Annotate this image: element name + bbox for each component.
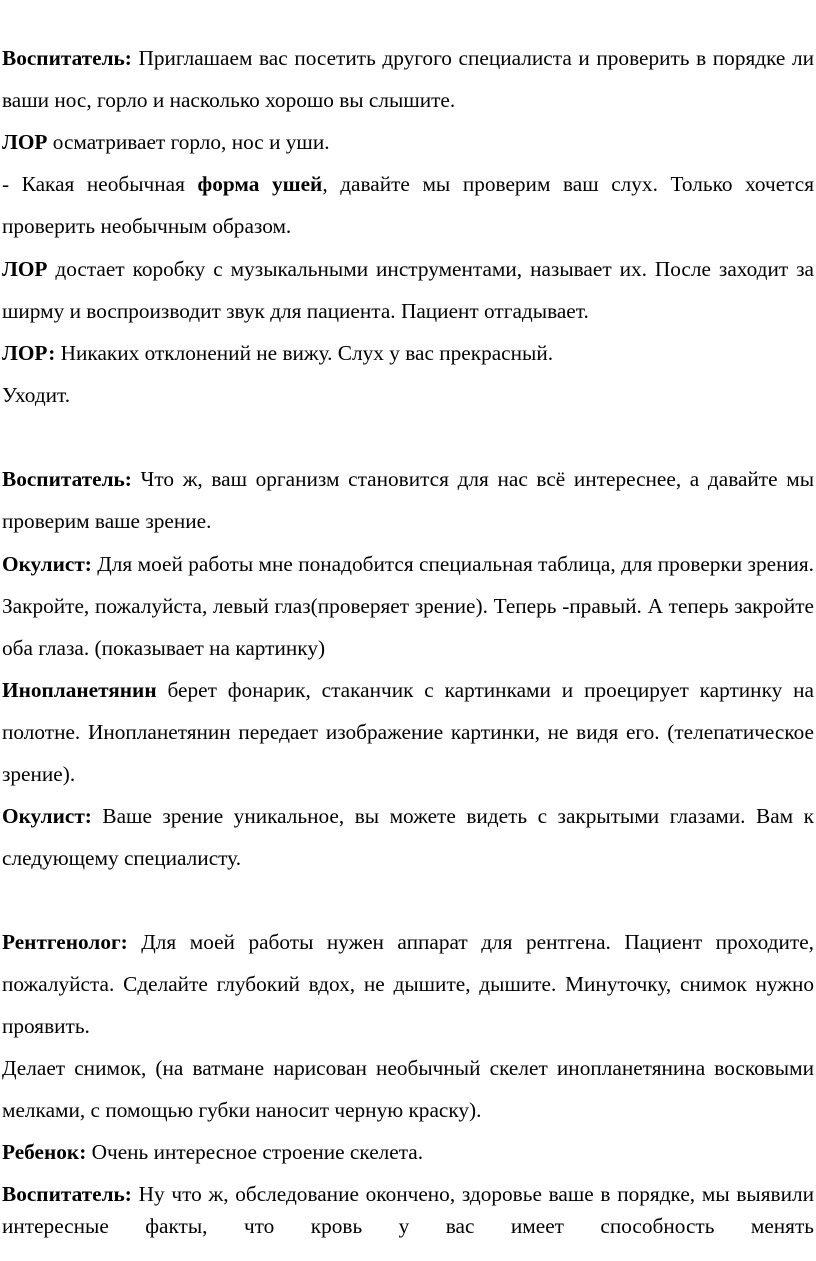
- paragraph-ent-instruments: [2, 248, 814, 332]
- paragraph-text: Никаких отклонений не вижу. Слух у вас прекрасный.: [55, 341, 554, 365]
- paragraph-text: Очень интересное строение скелета.: [86, 1140, 424, 1164]
- speaker-label: ЛОР:: [2, 341, 56, 365]
- paragraph-child-remark: [2, 1131, 814, 1173]
- speaker-label: Воспитатель:: [2, 46, 132, 70]
- paragraph-radiologist: [2, 921, 814, 1048]
- paragraph-text: Что ж, ваш организм становится для нас всё интереснее, а давайте мы проверим ваше зрение.: [2, 467, 814, 534]
- paragraph-ent-examines: [2, 121, 814, 163]
- paragraph-text: Делает снимок, (на ватмане нарисован необычный скелет инопланетянина восковыми мелками, с помощью губки наносит черную краску).: [2, 1056, 814, 1123]
- paragraph-alien-flashlight: [2, 669, 814, 796]
- speaker-label: Инопланетянин: [2, 678, 157, 702]
- speaker-label: Окулист:: [2, 552, 92, 576]
- paragraph-educator-conclusion: [2, 1178, 814, 1242]
- paragraph-educator-vision: [2, 458, 814, 542]
- paragraph-text: Уходит.: [2, 383, 71, 407]
- paragraph-text: осматривает горло, нос и уши.: [47, 130, 330, 154]
- paragraph-text: Ваше зрение уникальное, вы можете видеть с закрытыми глазами. Вам к следующему специалисту.: [2, 804, 814, 871]
- speaker-label: ЛОР: [2, 257, 48, 281]
- speaker-label: Воспитатель:: [2, 1182, 132, 1206]
- paragraph-text: Для моей работы нужен аппарат для рентгена. Пациент проходите, пожалуйста. Сделайте глубокий вдох, не дышите, дышите. Минуточку, снимок нужно проявить.: [2, 930, 814, 1039]
- speaker-label: Рентгенолог:: [2, 930, 128, 954]
- paragraph-text: Ну что ж, обследование окончено, здоровье ваше в порядке, мы выявили интересные факты, что кровь у вас имеет способность менять: [2, 1182, 814, 1238]
- speaker-label: ЛОР: [2, 130, 48, 154]
- paragraph-oculist-table: [2, 543, 814, 670]
- paragraph-text: Приглашаем вас посетить другого специалиста и проверить в порядке ли ваши нос, горло и насколько хорошо вы слышите.: [2, 46, 814, 113]
- paragraph-text: Для моей работы мне понадобится специальная таблица, для проверки зрения. Закройте, пожалуйста, левый глаз(проверяет зрение). Теперь -правый. А теперь закройте оба глаза. (показывает на картинку): [2, 552, 814, 661]
- speaker-label: Ребенок:: [2, 1140, 87, 1164]
- paragraph-text: берет фонарик, стаканчик с картинками и проецирует картинку на полотне. Инопланетянин передает изображение картинки, не видя его. (телепатическое зрение).: [2, 678, 814, 787]
- paragraph-educator-invite: [2, 37, 814, 121]
- paragraph-xray-snapshot: [2, 1047, 814, 1131]
- paragraph-ent-result: [2, 332, 814, 374]
- paragraph-text-pre: - Какая необычная: [2, 172, 198, 196]
- paragraph-leaves: [2, 374, 814, 416]
- paragraph-ear-shape: [2, 163, 814, 247]
- speaker-label: Окулист:: [2, 804, 92, 828]
- paragraph-oculist-result: [2, 795, 814, 879]
- paragraph-text: , давайте мы проверим ваш слух. Только хочется проверить необычным образом.: [2, 172, 814, 239]
- speaker-label: Воспитатель:: [2, 467, 132, 491]
- paragraph-text: достает коробку с музыкальными инструментами, называет их. После заходит за ширму и воспроизводит звук для пациента. Пациент отгадывает.: [2, 257, 814, 324]
- emphasis-label: форма ушей: [197, 172, 323, 196]
